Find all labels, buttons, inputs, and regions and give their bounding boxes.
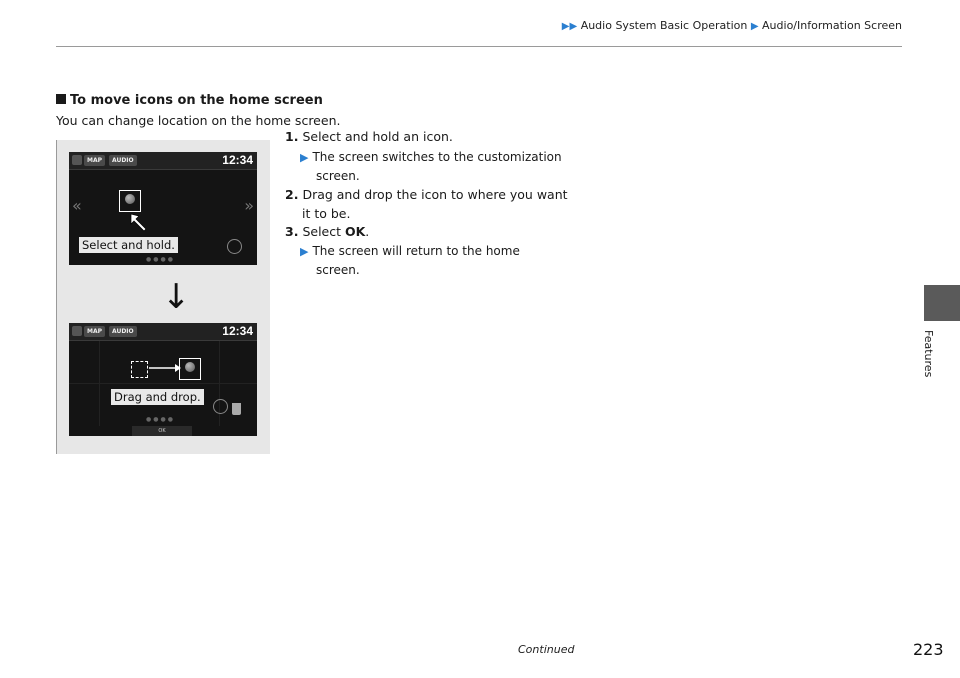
audio-pill: AUDIO [109,326,137,337]
move-arrow-icon [149,363,181,373]
ok-button[interactable]: OK [132,426,192,436]
step-1-result [300,151,562,163]
step-2 [285,189,568,202]
result-arrow-icon: ▶ [300,151,309,164]
step-2-number: 2. [285,187,299,202]
header-divider [56,46,902,47]
screen-topbar [69,323,257,341]
step-1-number: 1. [285,129,299,144]
selected-icon-frame [119,190,141,212]
home-icon [72,326,82,336]
step-1-result-text: The screen switches to the customization [312,150,562,164]
chapter-tab[interactable] [924,285,960,321]
screen-select-hold [69,152,257,265]
step-2-text: Drag and drop the icon to where you want [302,187,568,202]
step-3-number: 3. [285,224,299,239]
apps-grid-icon [227,239,242,254]
breadcrumb-part-1[interactable]: Audio System Basic Operation [580,19,748,32]
page-indicator-dots: ●●●● [146,416,175,423]
step-2-text-cont: it to be. [302,206,351,221]
screen-drag-drop [69,323,257,436]
continued-label: Continued [518,643,575,656]
grid-line [69,383,257,384]
illustration-panel [56,140,270,454]
browser-globe-icon [185,362,195,372]
screen-topbar [69,152,257,170]
step-3-result-text: The screen will return to the home [312,244,520,258]
clock-display: 12:34 [222,153,253,167]
step-3 [285,226,369,239]
breadcrumb-arrow-icon: ▶ [750,21,759,32]
chevron-right-icon: » [244,196,254,215]
breadcrumb-part-2[interactable]: Audio/Information Screen [762,19,902,32]
home-icon [72,155,82,165]
page-number: 223 [913,640,944,659]
square-bullet-icon [56,94,66,104]
step-1 [285,131,453,144]
intro-text: You can change location on the home screen. [56,113,341,128]
cursor-arrow-icon [129,212,149,232]
chapter-tab-label-wrap [921,330,945,390]
step-3-result-cont: screen. [316,263,360,277]
down-arrow-icon: ↓ [162,277,191,317]
selected-icon-frame [179,358,201,380]
page-indicator-dots: ●●●● [146,256,175,263]
breadcrumb [520,19,902,37]
step-3-text-pre: Select [302,224,345,239]
step-1-result-cont: screen. [316,169,360,183]
result-arrow-icon: ▶ [300,245,309,258]
chapter-tab-label: Features [922,330,935,378]
step-1-text: Select and hold an icon. [302,129,453,144]
map-pill: MAP [84,326,105,337]
callout-drag-drop: Drag and drop. [111,389,204,405]
apps-grid-icon [213,399,228,414]
audio-pill: AUDIO [109,155,137,166]
callout-select-hold: Select and hold. [79,237,178,253]
map-pill: MAP [84,155,105,166]
section-heading [56,93,323,108]
drop-target-frame [131,361,148,378]
step-3-text-post: . [365,224,370,239]
trash-icon [232,403,241,415]
browser-globe-icon [125,194,135,204]
step-3-ok-label: OK [344,224,366,239]
clock-display: 12:34 [222,324,253,338]
step-3-result [300,245,520,257]
breadcrumb-arrow-icon: ▶▶ [561,21,578,32]
chevron-left-icon: « [72,196,82,215]
section-heading-text: To move icons on the home screen [70,93,323,108]
